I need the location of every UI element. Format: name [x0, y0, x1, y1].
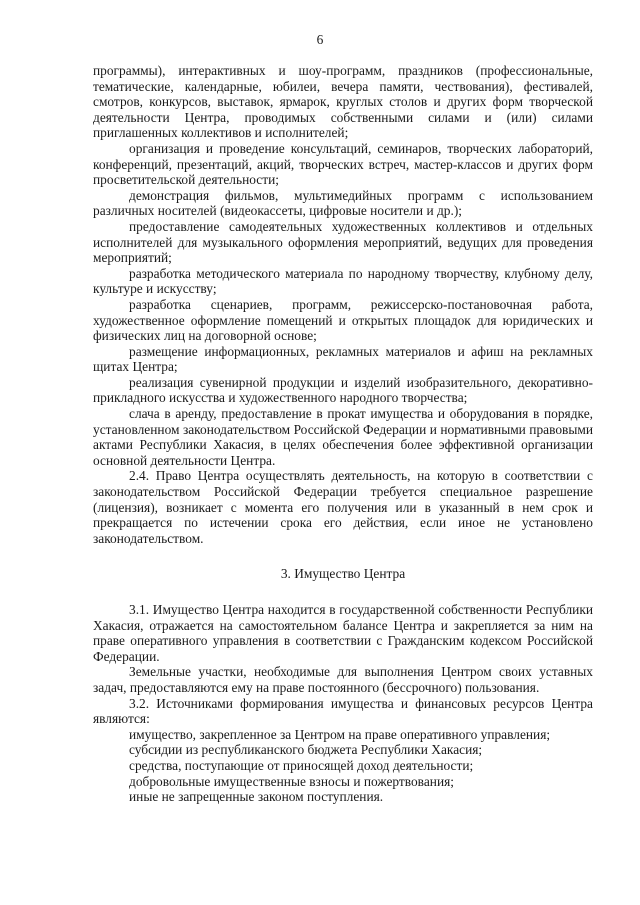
paragraph: размещение информационных, рекламных материалов и афиш на рекламных щитах Центра; — [93, 343, 593, 375]
paragraph: предоставление самодеятельных художественных коллективов и отдельных исполнителей для музыкального оформления мероприятий, ведущих для проведения мероприятий; — [93, 218, 593, 266]
list-item: добровольные имущественные взносы и пожертвования; — [129, 773, 454, 789]
paragraphs-after-heading — [93, 602, 593, 727]
sources-list — [93, 727, 593, 805]
paragraph: слача в аренду, предоставление в прокат имущества и оборудования в порядке, установленном законодательством Российской Федерации и нормативными правовыми актами Республики Хакасия, в целях обеспечения более эффективной организации основной деятельности Центра. — [93, 406, 593, 468]
list-item: средства, поступающие от приносящей доход деятельности; — [129, 757, 474, 773]
list-item: иные не запрещенные законом поступления. — [129, 789, 384, 805]
list-item: субсидии из республиканского бюджета Республики Хакасия; — [129, 742, 483, 758]
paragraph: 3.2. Источниками формирования имущества и финансовых ресурсов Центра являются: — [93, 695, 593, 727]
paragraph: 3.1. Имущество Центра находится в государственной собственности Республики Хакасия, отражается на самостоятельном балансе Центра и закрепляется за ним на праве оперативного управления в соответствии с Гражданским кодексом Российской Федерации. — [93, 602, 593, 664]
paragraph: 2.4. Право Центра осуществлять деятельность, на которую в соответствии с законодательством Российской Федерации требуется специальное разрешение (лицензия), возникает с момента его получения или в указанный в нем срок и прекращается по истечении срока его действия, если иное не установлено законодательством. — [93, 468, 593, 546]
paragraph: реализация сувенирной продукции и изделий изобразительного, декоративно-прикладного искусства и художественного народного творчества; — [93, 374, 593, 406]
list-item: имущество, закрепленное за Центром на праве оперативного управления; — [129, 726, 551, 742]
page-number: 6 — [316, 32, 324, 47]
paragraph: демонстрация фильмов, мультимедийных программ с использованием различных носителей (видеокассеты, цифровые носители и др.); — [93, 187, 593, 219]
section-heading: 3. Имущество Центра — [280, 566, 406, 582]
paragraph: Земельные участки, необходимые для выполнения Центром своих уставных задач, предоставляются ему на праве постоянного (бессрочного) пользования. — [93, 664, 593, 695]
paragraph: программы), интерактивных и шоу-программ, праздников (профессиональные, тематические, календарные, юбилеи, вечера памяти, чествования), фестивалей, смотров, конкурсов, выставок, ярмарок, круглых столов и других форм творческой деятельности Центра, проводимых собственными силами и (или) силами приглашенных коллективов и исполнителей; — [93, 63, 593, 141]
paragraph: организация и проведение консультаций, семинаров, творческих лабораторий, конференций, презентаций, акций, творческих встреч, мастер-классов и других форм просветительской деятельности; — [93, 140, 593, 188]
document-body — [93, 63, 593, 805]
paragraphs-before-heading — [93, 63, 593, 546]
paragraph: разработка методического материала по народному творчеству, клубному делу, культуре и искусству; — [93, 265, 593, 297]
paragraph: разработка сценариев, программ, режиссерско-постановочная работа, художественное оформление помещений и открытых площадок для юридических и физических лиц на договорной основе; — [93, 296, 593, 344]
